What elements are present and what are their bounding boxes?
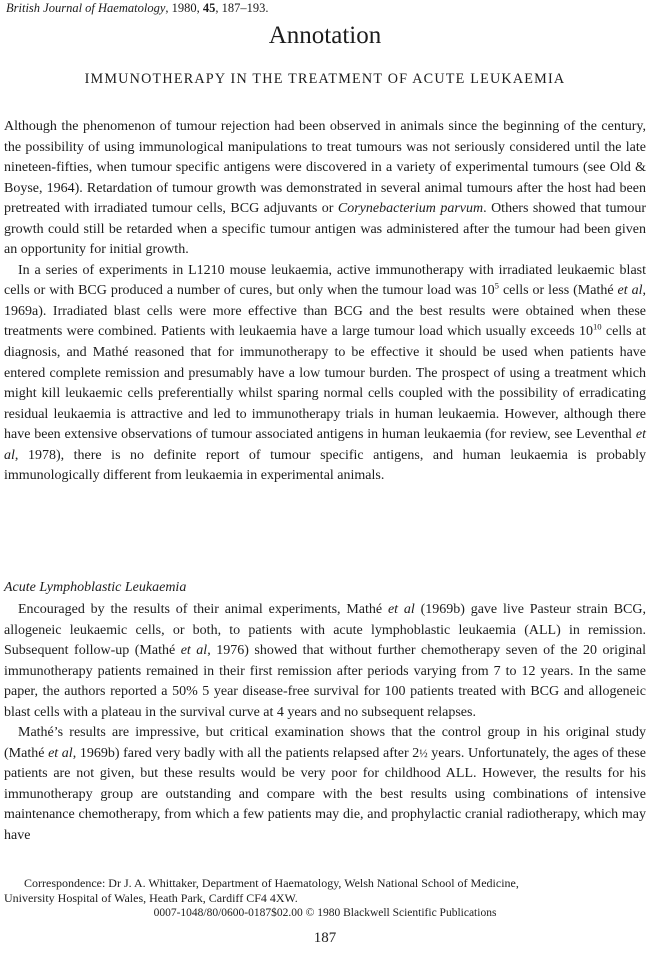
species-name: Corynebacterium parvum: [337, 201, 484, 217]
annotation-heading: Annotation: [268, 22, 382, 49]
journal-pages: , 187–193.: [215, 1, 269, 15]
page-number: 187: [313, 930, 337, 946]
correspondence-note: [4, 876, 644, 906]
intro-paragraph-1: Although the phenomenon of tumour rejection had been observed in animals since the beginning of the century, the possibility of using immunological manipulations to treat tumours was not seriously considered until the late nineteen-fifties, when tumour specific antigens were discovered in a variety of experimental tumours (see Old & Boyse, 1964). Retardation of tumour growth was demonstrated in several animal tumours after the host had been pretreated with irradiated tumour cells, BCG adjuvants or Corynebacterium parvum. Others showed that tumour growth could still be retarded when a specific tumour antigen was administered after the tumour had been given an opportunity for initial growth.: [4, 119, 646, 258]
correspondence-line-1: Correspondence: Dr J. A. Whittaker, Department of Haematology, Welsh National School of Medicine,: [24, 876, 519, 890]
journal-volume: 45: [202, 1, 216, 15]
journal-name: British Journal of Haematology: [6, 1, 166, 15]
all-paragraph-1: Encouraged by the results of their animal experiments, Mathé et al (1969b) gave live Pasteur strain BCG, allogeneic leukaemic cells, or both, to patients with acute lymphoblastic leukaemia (ALL) in remission. Subsequent follow-up (Mathé et al, 1976) showed that without further chemotherapy seven of the 20 original immunotherapy patients remained in their first remission after periods varying from 7 to 12 years. In the same paper, the authors reported a 50% 5 year disease-free survival for 100 patients treated with BCG and allogeneic blast cells with a plateau in the survival curve at 4 years and no subsequent relapses.: [4, 602, 646, 720]
section-heading-all: Acute Lymphoblastic Leukaemia: [4, 580, 187, 595]
journal-citation: [6, 0, 526, 16]
copyright-line: 0007-1048/80/0600-0187$02.00 © 1980 Blackwell Scientific Publications: [153, 907, 497, 919]
all-section-text: [4, 600, 646, 847]
journal-year: , 1980,: [165, 1, 203, 15]
intro-paragraph-2: In a series of experiments in L1210 mouse leukaemia, active immunotherapy with irradiated leukaemic blast cells or with BCG produced a number of cures, but only when the tumour load was $10^5$ cells or less (Mathé et al, 1969a). Irradiated blast cells were more effective than BCG and the best results were obtained when these treatments were combined. Patients with leukaemia have a large tumour load which usually exceeds $10^{10}$ cells at diagnosis, and Mathé reasoned that for immunotherapy to be effective it should be used when patients have entered complete remission and presumably have a low tumour burden. The prospect of using a treatment which might kill leukaemic cells preferentially whilst sparing normal cells coupled with the possibility of erradicating residual leukaemia is attractive and led to immunotherapy trials in human leukaemia. However, although there have been extensive observations of tumour associated antigens in human leukaemia (for review, see Leventhal et al, 1978), there is no definite report of tumour specific antigens, and human leukaemia is probably immunologically different from leukaemia in experimental animals.: [4, 262, 646, 484]
correspondence-line-2: University Hospital of Wales, Heath Park, Cardiff CF4 4XW.: [4, 891, 298, 905]
article-title: IMMUNOTHERAPY IN THE TREATMENT OF ACUTE LEUKAEMIA: [84, 71, 566, 87]
all-paragraph-2: Mathé’s results are impressive, but critical examination shows that the control group in his original study (Mathé et al, 1969b) fared very badly with all the patients relapsed after 2½ years. Unfortunately, the ages of these patients are not given, but these results would be very poor for childhood ALL. However, the results for his immunotherapy group are outstanding and compare with the best results using combinations of intensive maintenance chemotherapy, from which a few patients may die, and prophylactic cranial radiotherapy, which may have: [4, 725, 646, 844]
introduction-text: [4, 117, 646, 487]
